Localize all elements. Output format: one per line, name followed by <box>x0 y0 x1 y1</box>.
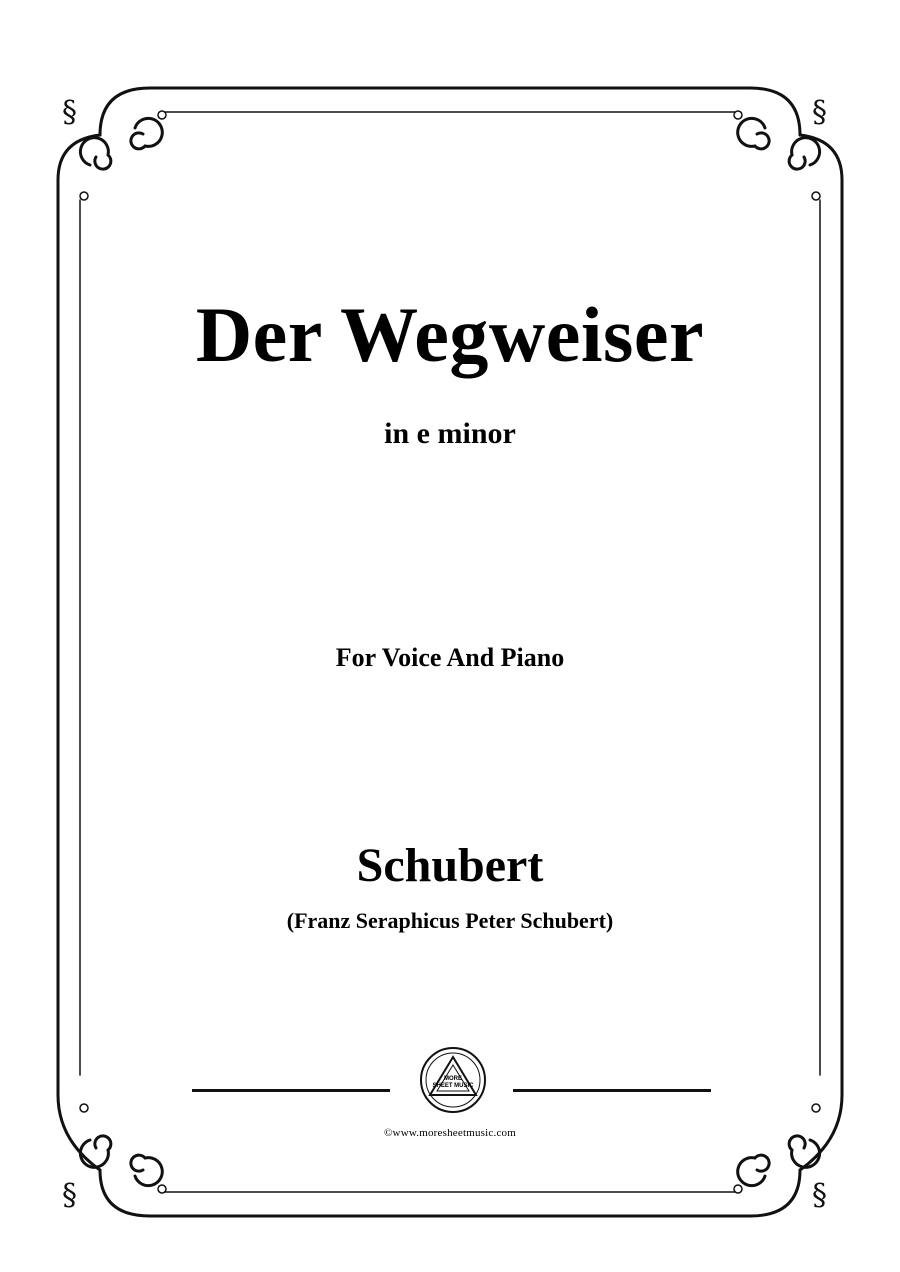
flourish-icon: § <box>812 1178 827 1213</box>
instrumentation: For Voice And Piano <box>335 643 565 672</box>
key-signature: in e minor <box>384 417 516 450</box>
flourish-icon: § <box>62 95 77 130</box>
corner-scroll-top-right <box>738 118 820 169</box>
logo-text-bottom: SHEET MUSIC <box>432 1083 474 1089</box>
logo-text-top: MORE <box>444 1076 462 1082</box>
composer-name: Schubert <box>356 839 544 892</box>
flourish-icon: § <box>62 1178 77 1213</box>
corner-scroll-bottom-right <box>738 1136 820 1186</box>
publisher-logo <box>418 1045 488 1115</box>
copyright-notice: ©www.moresheetmusic.com <box>384 1127 516 1139</box>
score-title: Der Wegweiser <box>195 291 705 378</box>
corner-scroll-top-left <box>80 118 162 169</box>
composer-full-name: (Franz Seraphicus Peter Schubert) <box>286 908 614 933</box>
corner-scroll-bottom-left <box>80 1136 162 1186</box>
divider-right <box>513 1089 711 1092</box>
flourish-icon: § <box>812 95 827 130</box>
divider-left <box>192 1089 390 1092</box>
